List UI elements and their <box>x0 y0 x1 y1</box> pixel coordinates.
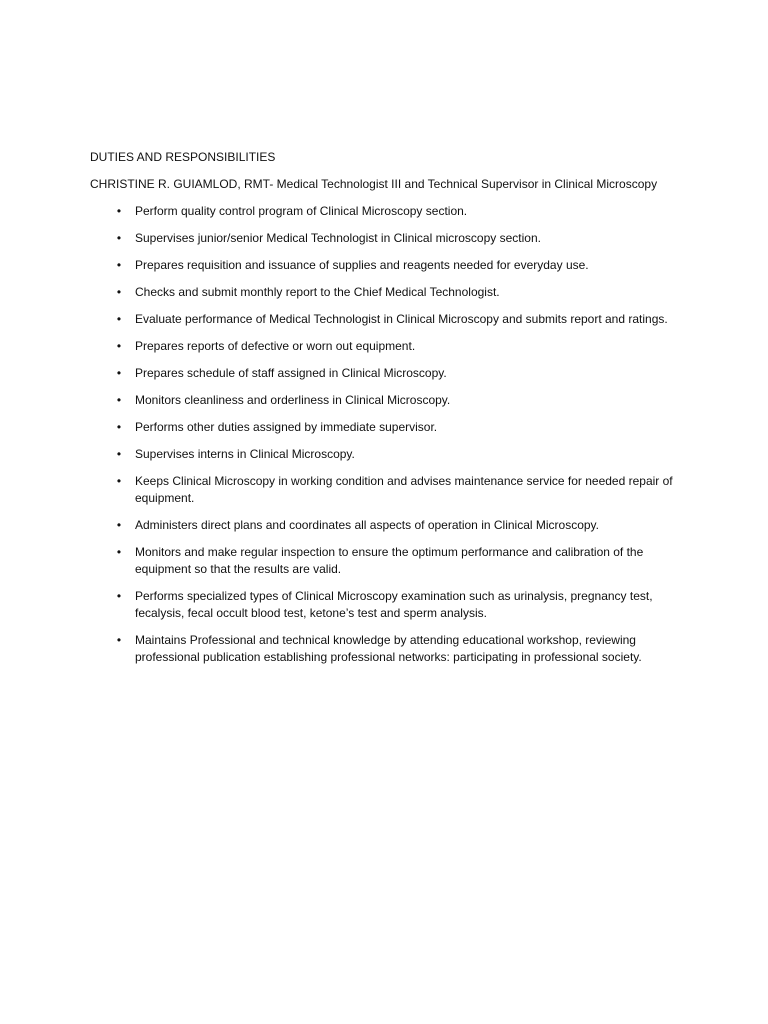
duty-text: Maintains Professional and technical knowledge by attending educational workshop, reviewing professional publication establishing professional networks: participating in professional society. <box>135 633 642 664</box>
bullet-icon: • <box>116 204 122 218</box>
bullet-icon: • <box>116 589 122 603</box>
list-item <box>90 338 675 355</box>
duty-text: Performs specialized types of Clinical Microscopy examination such as urinalysis, pregnancy test, fecalysis, fecal occult blood test, ketone’s test and sperm analysis. <box>135 589 653 620</box>
list-item <box>90 311 675 328</box>
list-item <box>90 392 675 409</box>
bullet-icon: • <box>116 633 122 647</box>
bullet-icon: • <box>116 474 122 488</box>
duty-text: Performs other duties assigned by immediate supervisor. <box>135 420 438 434</box>
bullet-icon: • <box>116 231 122 245</box>
list-item <box>90 517 675 534</box>
bullet-icon: • <box>116 339 122 353</box>
list-item <box>90 365 675 382</box>
bullet-icon: • <box>116 393 122 407</box>
duties-list <box>90 203 690 666</box>
list-item <box>90 632 675 666</box>
section-heading: DUTIES AND RESPONSIBILITIES <box>90 150 276 164</box>
duty-text: Administers direct plans and coordinates all aspects of operation in Clinical Microscopy. <box>135 518 599 532</box>
bullet-icon: • <box>116 312 122 326</box>
duty-text: Prepares reports of defective or worn out equipment. <box>135 339 416 353</box>
list-item <box>90 446 675 463</box>
document-content <box>90 149 690 676</box>
bullet-icon: • <box>116 420 122 434</box>
bullet-icon: • <box>116 447 122 461</box>
bullet-icon: • <box>116 518 122 532</box>
duty-text: Prepares schedule of staff assigned in Clinical Microscopy. <box>135 366 447 380</box>
bullet-icon: • <box>116 258 122 272</box>
list-item <box>90 473 675 507</box>
duty-text: Keeps Clinical Microscopy in working condition and advises maintenance service for needed repair of equipment. <box>135 474 673 505</box>
duty-text: Evaluate performance of Medical Technologist in Clinical Microscopy and submits report and ratings. <box>135 312 668 326</box>
duty-text: Monitors and make regular inspection to ensure the optimum performance and calibration of the equipment so that the results are valid. <box>135 545 644 576</box>
duty-text: Prepares requisition and issuance of supplies and reagents needed for everyday use. <box>135 258 589 272</box>
duty-text: Monitors cleanliness and orderliness in Clinical Microscopy. <box>135 393 451 407</box>
list-item <box>90 284 675 301</box>
list-item <box>90 419 675 436</box>
bullet-icon: • <box>116 545 122 559</box>
duty-text: Perform quality control program of Clinical Microscopy section. <box>135 204 468 218</box>
bullet-icon: • <box>116 285 122 299</box>
list-item <box>90 230 675 247</box>
list-item <box>90 257 675 274</box>
employee-title: CHRISTINE R. GUIAMLOD, RMT- Medical Technologist III and Technical Supervisor in Clinical Microscopy <box>90 177 658 191</box>
bullet-icon: • <box>116 366 122 380</box>
list-item <box>90 544 675 578</box>
duty-text: Checks and submit monthly report to the Chief Medical Technologist. <box>135 285 500 299</box>
duty-text: Supervises junior/senior Medical Technologist in Clinical microscopy section. <box>135 231 541 245</box>
list-item <box>90 203 675 220</box>
duty-text: Supervises interns in Clinical Microscopy. <box>135 447 355 461</box>
list-item <box>90 588 675 622</box>
